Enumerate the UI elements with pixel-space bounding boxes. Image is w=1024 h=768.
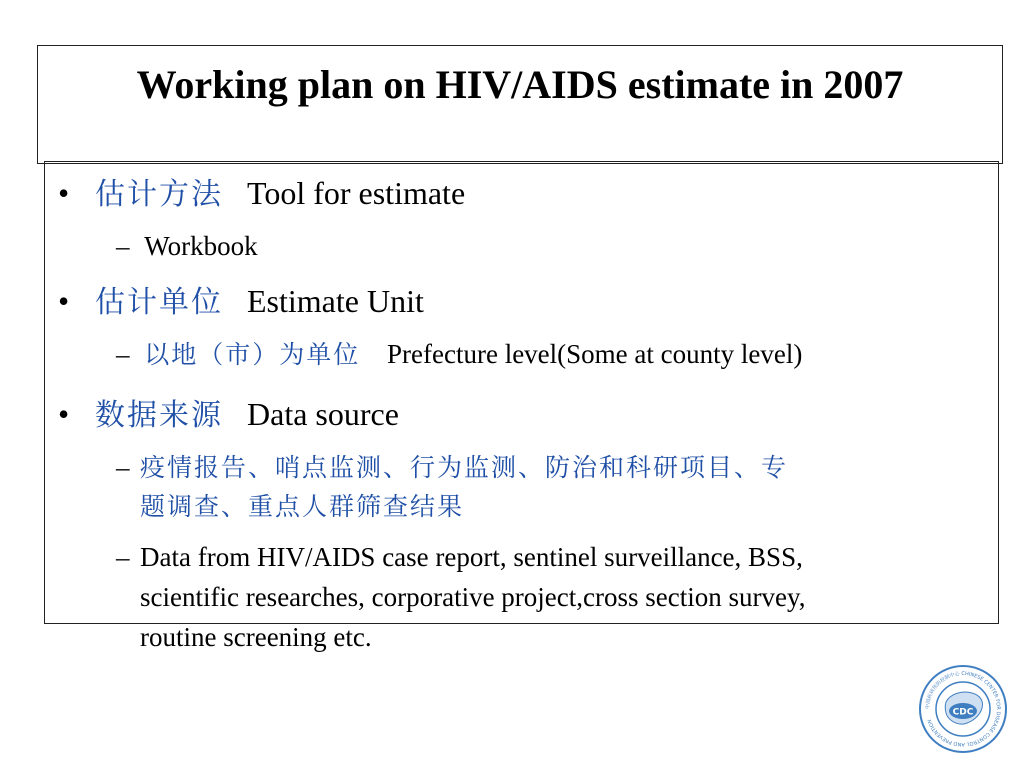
logo-label: CDC [952,707,974,718]
bullet-marker: • [58,283,70,319]
source-cn-text-1: 疫情报告、哨点监测、行为监测、防治和科研项目、专 [140,453,789,482]
source-en-text-2: scientific researches, corporative project,cross section survey, [140,582,806,612]
unit-label-cn: 估计单位 [95,285,223,320]
prefecture-en: Prefecture level(Some at county level) [387,339,803,369]
dash-marker: – [116,339,130,369]
tool-label-cn: 估计方法 [95,177,223,212]
source-en-line-1 [140,540,803,574]
source-en-line-3 [140,620,372,654]
tool-label-en: Tool for estimate [247,175,466,211]
source-en-line-2 [140,580,805,614]
cdc-emblem-icon [918,664,1008,754]
dash-marker: – [116,231,130,261]
sub-item-prefecture [116,337,802,372]
bullet-item-source-text [95,394,399,436]
title-box [37,45,1003,164]
unit-label-en: Estimate Unit [247,283,424,319]
source-label-cn: 数据来源 [95,398,223,433]
source-cn-line-1 [140,450,788,485]
bullet-item-source [58,394,69,434]
logo-ring-text: 中国疾病预防控制中心 CHINESE CENTER FOR DISEASE CONTROL AND PREVENTION [924,670,1002,748]
bullet-item-tool-text [95,173,465,215]
workbook-text: Workbook [144,231,258,261]
bullet-item-unit [58,281,69,321]
source-label-en: Data source [247,396,399,432]
bullet-item-unit-text [95,281,424,323]
bullet-item-tool [58,173,69,213]
dash-marker: – [116,542,130,572]
source-cn-text-2: 题调查、重点人群筛查结果 [140,492,465,521]
bullet-marker: • [58,175,70,211]
bullet-marker: • [58,396,70,432]
page-title: Working plan on HIV/AIDS estimate in 2007 [136,62,904,107]
source-en-text-3: routine screening etc. [140,622,372,652]
source-en-text-1: Data from HIV/AIDS case report, sentinel surveillance, BSS, [140,542,803,572]
sub-item-workbook [116,229,258,263]
sub-item-source-en-dash [116,540,130,574]
cdc-emblem-svg [918,664,1008,754]
dash-marker: – [116,452,130,482]
sub-item-source-cn-dash [116,450,130,484]
prefecture-cn: 以地（市）为单位 [144,340,361,369]
source-cn-line-2 [140,489,464,524]
